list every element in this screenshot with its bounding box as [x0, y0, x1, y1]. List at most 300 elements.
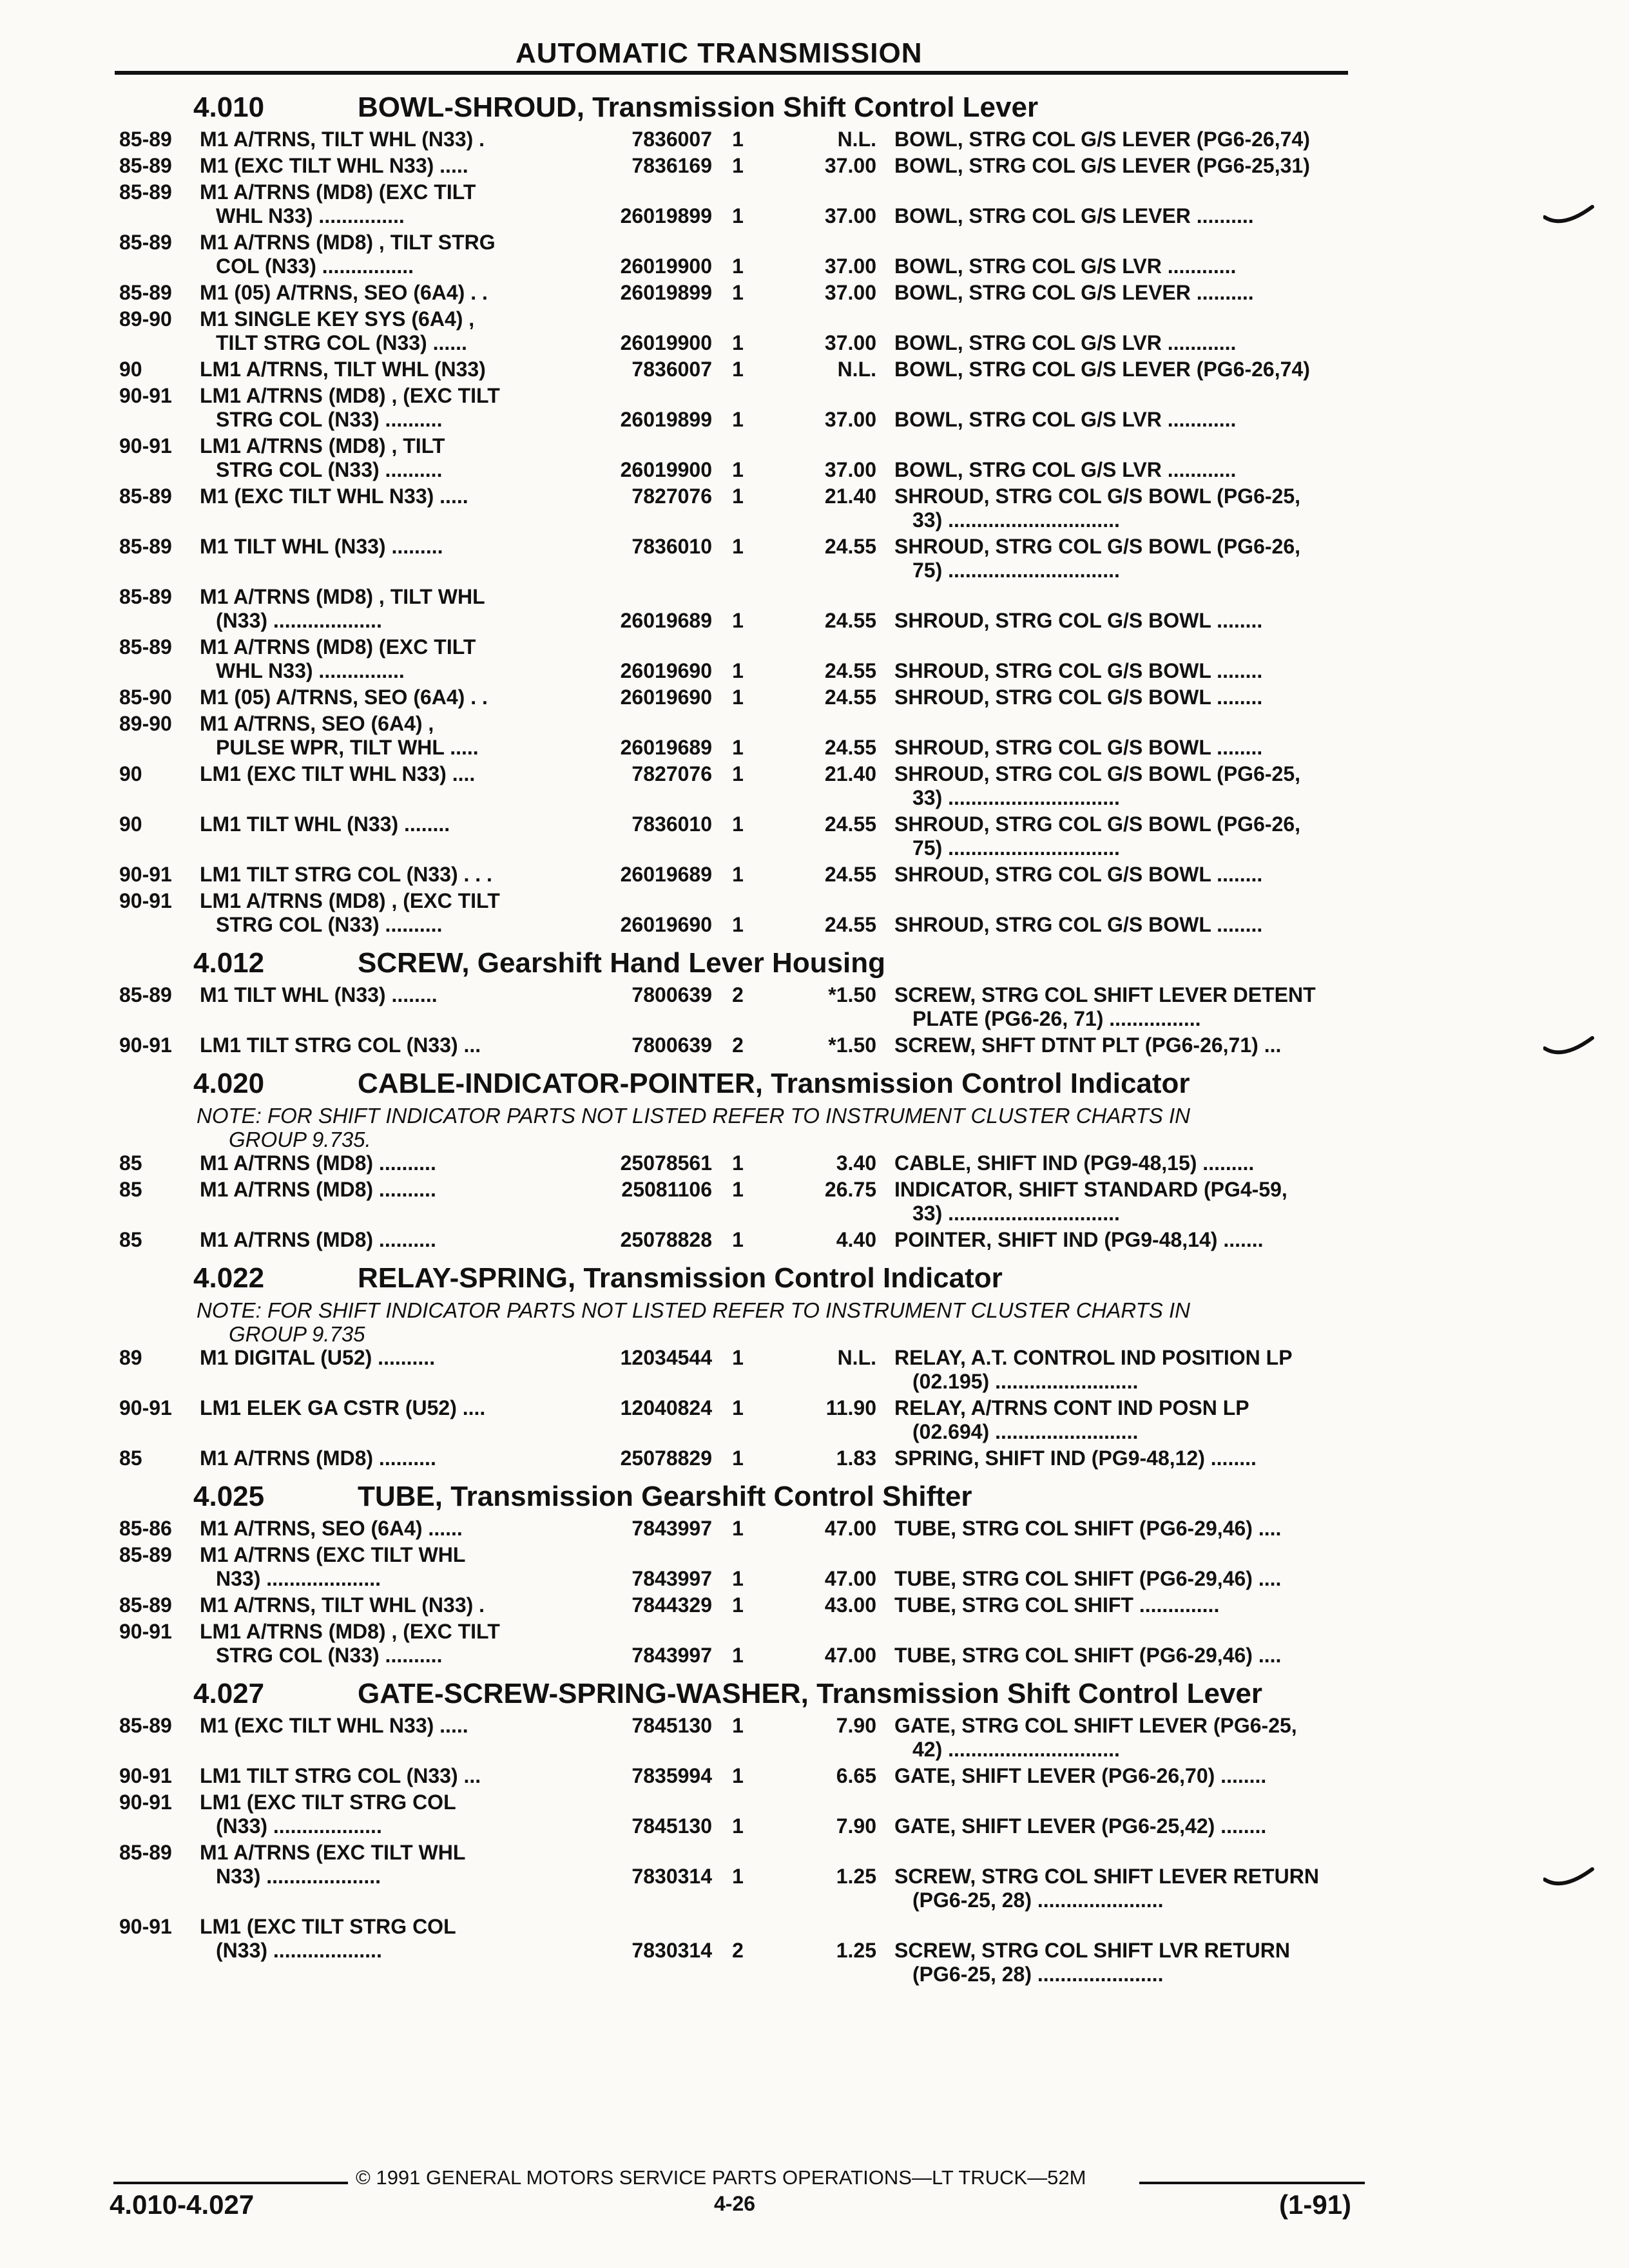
description-line: SCREW, SHFT DTNT PLT (PG6-26,71) ...: [894, 1033, 1282, 1057]
price: 24.55: [824, 659, 876, 682]
description-line: GATE, STRG COL SHIFT LEVER (PG6-25,: [894, 1714, 1297, 1737]
model-years: 89-90: [119, 712, 172, 735]
running-header: AUTOMATIC TRANSMISSION: [516, 37, 923, 69]
footer-copyright: © 1991 GENERAL MOTORS SERVICE PARTS OPERATIONS—LT TRUCK—52M: [356, 2166, 1086, 2189]
application-line: PULSE WPR, TILT WHL .....: [216, 736, 479, 759]
description-line: BOWL, STRG COL G/S LVR ............: [894, 458, 1237, 481]
part-number: 7800639: [631, 983, 712, 1006]
part-description: [894, 983, 1468, 1031]
application-line: M1 A/TRNS (MD8) ..........: [200, 1446, 436, 1470]
part-description: [894, 1178, 1468, 1225]
part-description: [894, 762, 1468, 810]
part-number: 26019899: [620, 281, 712, 304]
note-line: GROUP 9.735.: [229, 1128, 371, 1151]
quantity: 1: [732, 1517, 744, 1540]
description-line: SHROUD, STRG COL G/S BOWL (PG6-26,: [894, 812, 1300, 836]
description-line: (02.694) .........................: [912, 1420, 1139, 1443]
part-description: [894, 458, 1468, 482]
model-years: 85-89: [119, 585, 172, 608]
footer-page-number: 4-26: [714, 2192, 756, 2215]
quantity: 1: [732, 204, 744, 227]
quantity: 1: [732, 1764, 744, 1787]
application-line: LM1 (EXC TILT STRG COL: [200, 1915, 456, 1938]
description-line: (02.195) .........................: [912, 1370, 1139, 1393]
price: 47.00: [824, 1517, 876, 1540]
part-description: [894, 1151, 1468, 1175]
description-line: RELAY, A.T. CONTROL IND POSITION LP: [894, 1346, 1293, 1369]
description-line: SPRING, SHIFT IND (PG9-48,12) ........: [894, 1446, 1257, 1470]
quantity: 2: [732, 983, 744, 1006]
part-description: [894, 204, 1468, 228]
model-years: 90-91: [119, 1915, 172, 1938]
table-row: [110, 1764, 1398, 1791]
quantity: 1: [732, 609, 744, 632]
description-line: TUBE, STRG COL SHIFT (PG6-29,46) ....: [894, 1644, 1282, 1667]
quantity: 1: [732, 154, 744, 177]
description-line: BOWL, STRG COL G/S LVR ............: [894, 331, 1237, 354]
model-years: 85-89: [119, 281, 172, 304]
quantity: 1: [732, 863, 744, 886]
application-line: STRG COL (N33) ..........: [216, 408, 443, 431]
margin-check-mark: [1543, 1865, 1595, 1891]
model-years: 90-91: [119, 1396, 172, 1419]
price: 24.55: [824, 609, 876, 632]
table-row: [110, 434, 1398, 485]
part-number: 7843997: [631, 1644, 712, 1667]
model-years: 90-91: [119, 1764, 172, 1787]
description-line: GATE, SHIFT LEVER (PG6-25,42) ........: [894, 1814, 1267, 1838]
application-line: LM1 TILT STRG COL (N33) . . .: [200, 863, 492, 886]
price: *1.50: [828, 983, 876, 1006]
section-title: GATE-SCREW-SPRING-WASHER, Transmission Shift Control Lever: [358, 1678, 1262, 1709]
application-line: LM1 TILT WHL (N33) ........: [200, 812, 450, 836]
quantity: 1: [732, 1346, 744, 1369]
application-line: (N33) ...................: [216, 609, 382, 632]
model-years: 85-89: [119, 180, 172, 204]
footer-section-range: 4.010-4.027: [110, 2189, 255, 2220]
description-line: BOWL, STRG COL G/S LEVER (PG6-26,74): [894, 128, 1310, 151]
part-description: [894, 255, 1468, 278]
section-title: SCREW, Gearshift Hand Lever Housing: [358, 947, 886, 979]
application-line: LM1 (EXC TILT STRG COL: [200, 1791, 456, 1814]
model-years: 85-86: [119, 1517, 172, 1540]
price: 37.00: [824, 458, 876, 481]
application-line: N33) ....................: [216, 1865, 381, 1888]
part-number: 7827076: [631, 762, 712, 785]
section-number: 4.025: [193, 1481, 265, 1512]
table-row: [110, 1228, 1398, 1254]
table-row: [110, 535, 1398, 585]
price: 37.00: [824, 408, 876, 431]
part-number: 7845130: [631, 1814, 712, 1838]
description-line: BOWL, STRG COL G/S LEVER ..........: [894, 281, 1254, 304]
price: 37.00: [824, 255, 876, 278]
description-line: 33) ..............................: [912, 786, 1120, 809]
part-description: [894, 1593, 1468, 1617]
section-heading: [110, 1262, 1398, 1298]
part-description: [894, 1764, 1468, 1788]
quantity: 1: [732, 1396, 744, 1419]
description-line: SHROUD, STRG COL G/S BOWL (PG6-25,: [894, 762, 1300, 785]
section-4-027: [110, 1678, 1398, 1989]
price: 37.00: [824, 204, 876, 227]
application-line: M1 TILT WHL (N33) .........: [200, 535, 443, 558]
application-line: M1 A/TRNS (EXC TILT WHL: [200, 1841, 466, 1864]
part-number: 25078829: [620, 1446, 712, 1470]
price: 6.65: [836, 1764, 876, 1787]
quantity: 1: [732, 686, 744, 709]
model-years: 85-89: [119, 154, 172, 177]
part-number: 26019689: [620, 863, 712, 886]
table-row: [110, 1841, 1398, 1915]
description-line: BOWL, STRG COL G/S LEVER ..........: [894, 204, 1254, 227]
application-line: LM1 A/TRNS (MD8) , (EXC TILT: [200, 1620, 500, 1643]
price: 1.25: [836, 1865, 876, 1888]
section-title: RELAY-SPRING, Transmission Control Indicator: [358, 1262, 1003, 1294]
section-number: 4.027: [193, 1678, 265, 1709]
quantity: 1: [732, 1814, 744, 1838]
description-line: SHROUD, STRG COL G/S BOWL (PG6-25,: [894, 485, 1300, 508]
application-line: M1 A/TRNS, TILT WHL (N33) .: [200, 1593, 485, 1617]
note-line: NOTE: FOR SHIFT INDICATOR PARTS NOT LISTED REFER TO INSTRUMENT CLUSTER CHARTS IN: [197, 1298, 1190, 1322]
section-4-010: [110, 91, 1398, 939]
application-line: TILT STRG COL (N33) ......: [216, 331, 467, 354]
application-line: M1 A/TRNS (MD8) , TILT STRG: [200, 231, 496, 254]
quantity: 1: [732, 458, 744, 481]
part-description: [894, 686, 1468, 709]
description-line: 42) ..............................: [912, 1738, 1120, 1761]
part-description: [894, 281, 1468, 305]
application-line: N33) ....................: [216, 1567, 381, 1590]
section-number: 4.022: [193, 1262, 265, 1294]
quantity: 1: [732, 408, 744, 431]
margin-check-mark: [1543, 203, 1595, 229]
application-line: M1 (EXC TILT WHL N33) .....: [200, 1714, 468, 1737]
description-line: SCREW, STRG COL SHIFT LEVER RETURN: [894, 1865, 1319, 1888]
application-line: M1 A/TRNS (MD8) (EXC TILT: [200, 180, 476, 204]
model-years: 90-91: [119, 384, 172, 407]
price: 24.55: [824, 863, 876, 886]
application-line: M1 SINGLE KEY SYS (6A4) ,: [200, 307, 475, 331]
quantity: 1: [732, 1714, 744, 1737]
price: 24.55: [824, 535, 876, 558]
price: 1.25: [836, 1939, 876, 1962]
description-line: SHROUD, STRG COL G/S BOWL ........: [894, 609, 1263, 632]
description-line: TUBE, STRG COL SHIFT ..............: [894, 1593, 1220, 1617]
quantity: 1: [732, 1228, 744, 1251]
part-number: 26019690: [620, 913, 712, 936]
description-line: RELAY, A/TRNS CONT IND POSN LP: [894, 1396, 1249, 1419]
section-title: BOWL-SHROUD, Transmission Shift Control Lever: [358, 91, 1039, 123]
application-line: M1 A/TRNS, SEO (6A4) ,: [200, 712, 434, 735]
price: 4.40: [836, 1228, 876, 1251]
price: 43.00: [824, 1593, 876, 1617]
description-line: BOWL, STRG COL G/S LEVER (PG6-26,74): [894, 358, 1310, 381]
table-row: [110, 231, 1398, 281]
quantity: 1: [732, 1567, 744, 1590]
part-description: [894, 913, 1468, 937]
part-number: 7836007: [631, 358, 712, 381]
part-description: [894, 1446, 1468, 1470]
quantity: 1: [732, 1151, 744, 1175]
section-4-012: [110, 947, 1398, 1060]
price: *1.50: [828, 1033, 876, 1057]
part-description: [894, 863, 1468, 887]
margin-check-mark: [1543, 1034, 1595, 1060]
description-line: BOWL, STRG COL G/S LVR ............: [894, 255, 1237, 278]
table-row: [110, 1178, 1398, 1228]
part-description: [894, 408, 1468, 432]
description-line: SHROUD, STRG COL G/S BOWL ........: [894, 913, 1263, 936]
model-years: 85-89: [119, 128, 172, 151]
part-description: [894, 1644, 1468, 1667]
model-years: 85-89: [119, 485, 172, 508]
model-years: 90-91: [119, 434, 172, 457]
part-number: 7836007: [631, 128, 712, 151]
quantity: 1: [732, 255, 744, 278]
part-description: [894, 154, 1468, 178]
table-row: [110, 635, 1398, 686]
description-line: 33) ..............................: [912, 508, 1120, 532]
price: N.L.: [837, 128, 876, 151]
table-row: [110, 154, 1398, 180]
table-row: [110, 1714, 1398, 1764]
table-row: [110, 1151, 1398, 1178]
description-line: (PG6-25, 28) ......................: [912, 1963, 1164, 1986]
description-line: 33) ..............................: [912, 1202, 1120, 1225]
application-line: M1 A/TRNS (MD8) (EXC TILT: [200, 635, 476, 658]
section-title: CABLE-INDICATOR-POINTER, Transmission Control Indicator: [358, 1068, 1190, 1099]
part-description: [894, 1939, 1468, 1986]
quantity: 1: [732, 1644, 744, 1667]
part-description: [894, 1865, 1468, 1912]
part-number: 26019690: [620, 686, 712, 709]
application-line: LM1 TILT STRG COL (N33) ...: [200, 1764, 481, 1787]
note-line: NOTE: FOR SHIFT INDICATOR PARTS NOT LISTED REFER TO INSTRUMENT CLUSTER CHARTS IN: [197, 1104, 1190, 1128]
section-4-020: [110, 1068, 1398, 1254]
model-years: 89-90: [119, 307, 172, 331]
price: N.L.: [837, 358, 876, 381]
part-description: [894, 128, 1468, 151]
table-row: [110, 889, 1398, 939]
application-line: LM1 A/TRNS (MD8) , (EXC TILT: [200, 889, 500, 912]
header-rule: [115, 71, 1348, 75]
table-row: [110, 1543, 1398, 1593]
application-line: LM1 TILT STRG COL (N33) ...: [200, 1033, 481, 1057]
table-row: [110, 384, 1398, 434]
model-years: 85-89: [119, 1543, 172, 1566]
quantity: 1: [732, 762, 744, 785]
quantity: 1: [732, 535, 744, 558]
application-line: M1 A/TRNS (MD8) ..........: [200, 1151, 436, 1175]
part-description: [894, 1567, 1468, 1591]
application-line: LM1 A/TRNS (MD8) , TILT: [200, 434, 445, 457]
part-number: 26019899: [620, 204, 712, 227]
description-line: BOWL, STRG COL G/S LVR ............: [894, 408, 1237, 431]
application-line: (N33) ...................: [216, 1939, 382, 1962]
section-heading: [110, 1481, 1398, 1517]
part-number: 26019900: [620, 458, 712, 481]
application-line: LM1 A/TRNS, TILT WHL (N33): [200, 358, 486, 381]
application-line: M1 (EXC TILT WHL N33) .....: [200, 485, 468, 508]
part-number: 7844329: [631, 1593, 712, 1617]
price: 21.40: [824, 485, 876, 508]
model-years: 85: [119, 1228, 142, 1251]
price: 37.00: [824, 154, 876, 177]
table-row: [110, 762, 1398, 812]
table-row: [110, 1396, 1398, 1446]
quantity: 1: [732, 358, 744, 381]
description-line: PLATE (PG6-26, 71) ................: [912, 1007, 1201, 1030]
table-row: [110, 812, 1398, 863]
section-heading: [110, 91, 1398, 128]
price: 1.83: [836, 1446, 876, 1470]
part-number: 12040824: [620, 1396, 712, 1419]
part-description: [894, 1396, 1468, 1444]
part-description: [894, 535, 1468, 582]
price: 37.00: [824, 281, 876, 304]
price: 24.55: [824, 686, 876, 709]
application-line: M1 A/TRNS (MD8) ..........: [200, 1178, 436, 1201]
description-line: CABLE, SHIFT IND (PG9-48,15) .........: [894, 1151, 1255, 1175]
price: 37.00: [824, 331, 876, 354]
description-line: SCREW, STRG COL SHIFT LVR RETURN: [894, 1939, 1290, 1962]
application-line: M1 A/TRNS (MD8) , TILT WHL: [200, 585, 485, 608]
model-years: 85: [119, 1446, 142, 1470]
price: 21.40: [824, 762, 876, 785]
table-row: [110, 863, 1398, 889]
table-row: [110, 585, 1398, 635]
table-row: [110, 358, 1398, 384]
table-row: [110, 180, 1398, 231]
footer-rule-right: [1139, 2182, 1365, 2184]
price: 3.40: [836, 1151, 876, 1175]
section-title: TUBE, Transmission Gearshift Control Shifter: [358, 1481, 972, 1512]
table-row: [110, 1915, 1398, 1989]
part-description: [894, 812, 1468, 860]
part-description: [894, 1814, 1468, 1838]
description-line: SHROUD, STRG COL G/S BOWL ........: [894, 686, 1263, 709]
section-4-022: [110, 1262, 1398, 1473]
quantity: 1: [732, 281, 744, 304]
quantity: 1: [732, 913, 744, 936]
application-line: M1 (05) A/TRNS, SEO (6A4) . .: [200, 281, 488, 304]
price: 24.55: [824, 913, 876, 936]
quantity: 2: [732, 1033, 744, 1057]
quantity: 1: [732, 659, 744, 682]
description-line: POINTER, SHIFT IND (PG9-48,14) .......: [894, 1228, 1264, 1251]
application-line: STRG COL (N33) ..........: [216, 1644, 443, 1667]
description-line: SHROUD, STRG COL G/S BOWL (PG6-26,: [894, 535, 1300, 558]
table-row: [110, 1033, 1398, 1060]
description-line: 75) ..............................: [912, 559, 1120, 582]
application-line: STRG COL (N33) ..........: [216, 913, 443, 936]
model-years: 85-89: [119, 1593, 172, 1617]
section-heading: [110, 1678, 1398, 1714]
part-number: 25078561: [620, 1151, 712, 1175]
section-note: [197, 1104, 1356, 1151]
price: 7.90: [836, 1814, 876, 1838]
section-number: 4.012: [193, 947, 265, 979]
model-years: 90: [119, 358, 142, 381]
quantity: 1: [732, 331, 744, 354]
description-line: SHROUD, STRG COL G/S BOWL ........: [894, 659, 1263, 682]
table-row: [110, 983, 1398, 1033]
description-line: TUBE, STRG COL SHIFT (PG6-29,46) ....: [894, 1517, 1282, 1540]
section-heading: [110, 947, 1398, 983]
table-row: [110, 281, 1398, 307]
model-years: 90-91: [119, 863, 172, 886]
table-row: [110, 686, 1398, 712]
table-row: [110, 712, 1398, 762]
model-years: 85-89: [119, 983, 172, 1006]
part-number: 7830314: [631, 1939, 712, 1962]
model-years: 85-89: [119, 635, 172, 658]
application-line: M1 TILT WHL (N33) ........: [200, 983, 438, 1006]
model-years: 85: [119, 1151, 142, 1175]
part-description: [894, 485, 1468, 532]
quantity: 1: [732, 736, 744, 759]
application-line: M1 A/TRNS, SEO (6A4) ......: [200, 1517, 463, 1540]
model-years: 90-91: [119, 1620, 172, 1643]
model-years: 89: [119, 1346, 142, 1369]
footer-rule-left: [113, 2182, 348, 2184]
part-number: 26019690: [620, 659, 712, 682]
application-line: M1 (05) A/TRNS, SEO (6A4) . .: [200, 686, 488, 709]
part-number: 25081106: [621, 1178, 712, 1201]
table-row: [110, 128, 1398, 154]
part-number: 7843997: [631, 1567, 712, 1590]
part-number: 7827076: [631, 485, 712, 508]
model-years: 85: [119, 1178, 142, 1201]
section-heading: [110, 1068, 1398, 1104]
quantity: 1: [732, 1593, 744, 1617]
application-line: M1 (EXC TILT WHL N33) .....: [200, 154, 468, 177]
application-line: LM1 A/TRNS (MD8) , (EXC TILT: [200, 384, 500, 407]
part-description: [894, 736, 1468, 760]
application-line: M1 A/TRNS (EXC TILT WHL: [200, 1543, 466, 1566]
section-4-025: [110, 1481, 1398, 1670]
description-line: (PG6-25, 28) ......................: [912, 1888, 1164, 1912]
section-number: 4.010: [193, 91, 265, 123]
application-line: M1 DIGITAL (U52) ..........: [200, 1346, 436, 1369]
application-line: M1 A/TRNS, TILT WHL (N33) .: [200, 128, 485, 151]
model-years: 85-89: [119, 1841, 172, 1864]
table-row: [110, 1791, 1398, 1841]
description-line: INDICATOR, SHIFT STANDARD (PG4-59,: [894, 1178, 1287, 1201]
part-number: 12034544: [620, 1346, 712, 1369]
application-line: LM1 (EXC TILT WHL N33) ....: [200, 762, 476, 785]
part-number: 7800639: [631, 1033, 712, 1057]
quantity: 1: [732, 812, 744, 836]
application-line: M1 A/TRNS (MD8) ..........: [200, 1228, 436, 1251]
part-description: [894, 1033, 1468, 1057]
model-years: 85-90: [119, 686, 172, 709]
part-description: [894, 659, 1468, 683]
section-note: [197, 1298, 1356, 1346]
table-row: [110, 1446, 1398, 1473]
application-line: WHL N33) ...............: [216, 659, 405, 682]
quantity: 1: [732, 1178, 744, 1201]
description-line: TUBE, STRG COL SHIFT (PG6-29,46) ....: [894, 1567, 1282, 1590]
part-description: [894, 1714, 1468, 1762]
table-row: [110, 1593, 1398, 1620]
model-years: 85-89: [119, 535, 172, 558]
description-line: SHROUD, STRG COL G/S BOWL ........: [894, 863, 1263, 886]
application-line: COL (N33) ................: [216, 255, 414, 278]
price: N.L.: [837, 1346, 876, 1369]
model-years: 90: [119, 762, 142, 785]
